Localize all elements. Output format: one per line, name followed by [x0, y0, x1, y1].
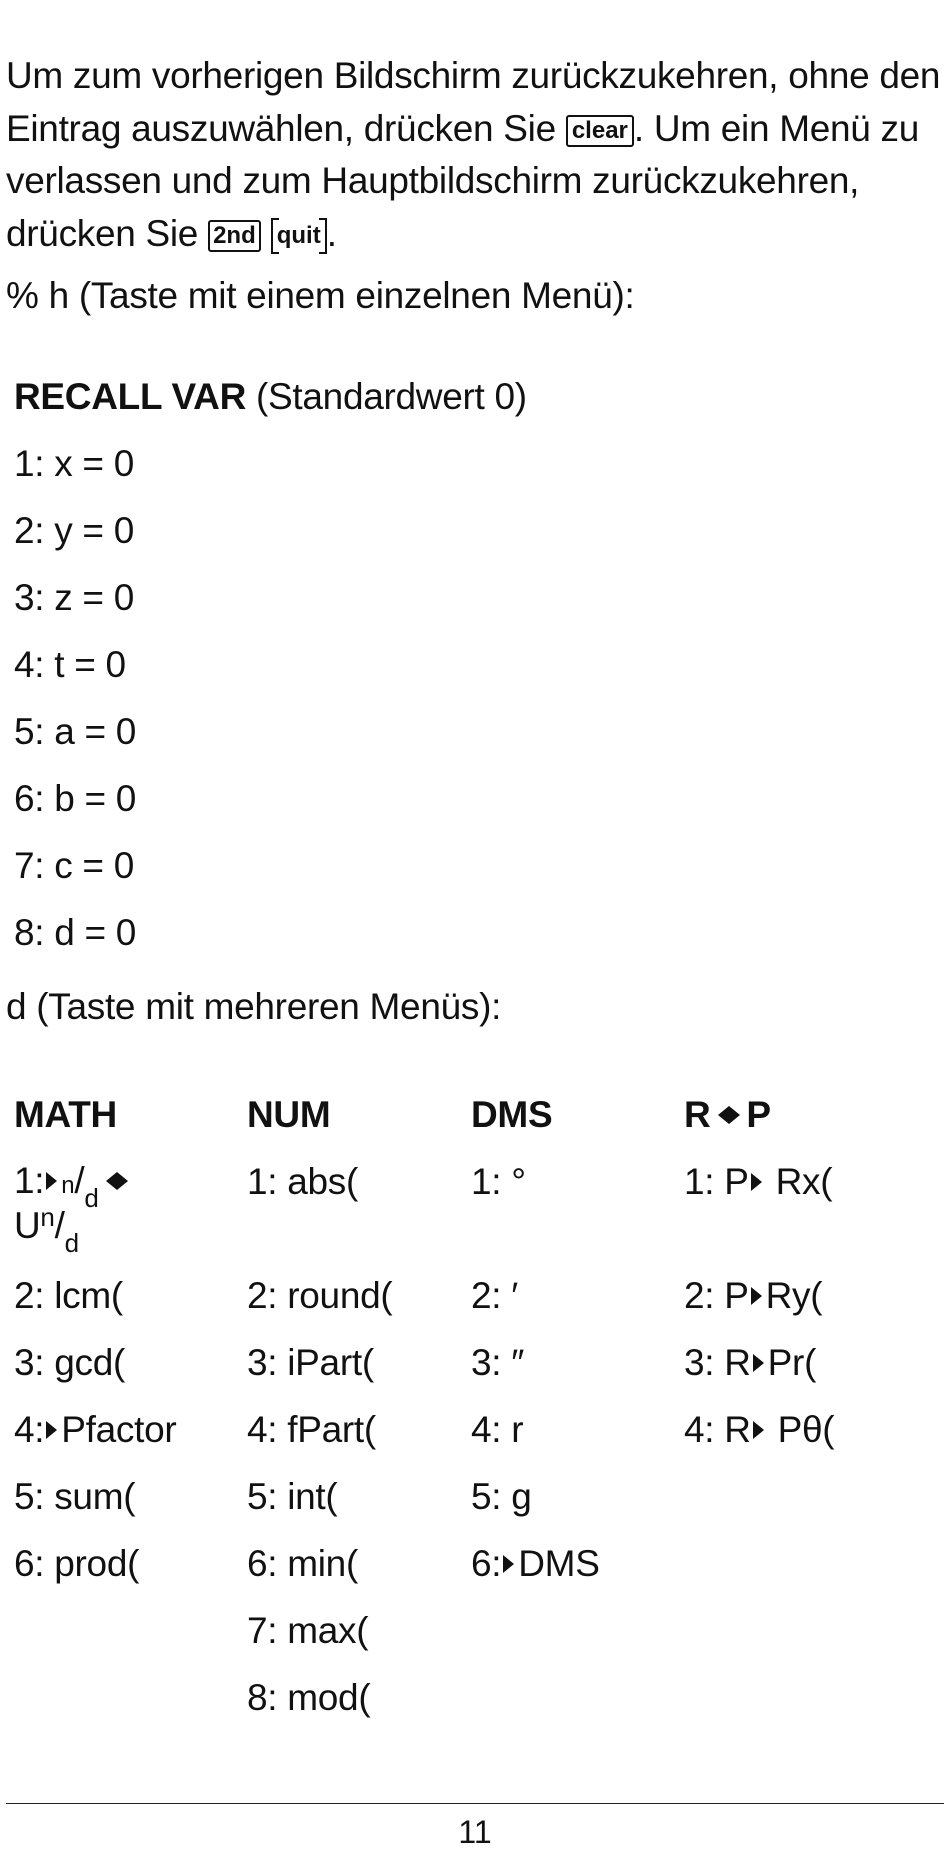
intro-text-2: . Um ein Menü zu verlassen und zum Hauptbildschirm zurückzukehren, drücken Sie: [6, 107, 920, 254]
recall-var-note: (Standardwert 0): [246, 376, 527, 417]
dms-item-3: 3: ″: [471, 1342, 525, 1383]
quit-key-icon: quit: [271, 222, 327, 250]
recall-item-8: 8: d = 0: [14, 912, 137, 953]
math-item-4: 4: Pfactor: [14, 1409, 177, 1450]
num-item-7: 7: max(: [247, 1610, 369, 1651]
math-item-5: 5: sum(: [14, 1476, 136, 1517]
rp-title-p: P: [746, 1094, 771, 1135]
math-item-1: 1: $n/_d$ $U^n/_d$: [14, 1161, 134, 1249]
left-right-arrow-icon: [716, 1094, 740, 1136]
rp-title-r: R: [684, 1094, 711, 1135]
num-item-1: 1: abs(: [247, 1161, 359, 1202]
multi-menu-caption: d (Taste mit mehreren Menüs):: [6, 986, 502, 1027]
math-item-3: 3: gcd(: [14, 1342, 126, 1383]
recall-item-7: 7: c = 0: [14, 845, 134, 886]
recall-item-3: 3: z = 0: [14, 577, 134, 618]
clear-key-icon: clear: [566, 115, 634, 147]
recall-item-4: 4: t = 0: [14, 644, 126, 685]
dms-item-6: 6: DMS: [471, 1543, 600, 1584]
recall-var-title: RECALL VAR: [14, 376, 247, 417]
recall-var-heading: [14, 375, 527, 419]
intro-text-1: Um zum vorherigen Bildschirm zurückzukehren, ohne den Eintrag auszuwählen, drücken Sie: [6, 55, 941, 149]
second-key-icon: 2nd: [208, 220, 261, 252]
dms-item-1: 1: °: [471, 1161, 526, 1202]
num-item-4: 4: fPart(: [247, 1409, 376, 1450]
rp-item-2: 2: P Ry(: [684, 1275, 823, 1316]
right-triangle-icon: [753, 1421, 764, 1439]
right-triangle-icon: [751, 1287, 762, 1305]
math-item-6: 6: prod(: [14, 1543, 140, 1584]
dms-item-4: 4: r: [471, 1409, 524, 1450]
left-right-arrow-icon: [104, 1161, 128, 1201]
intro-paragraph: [6, 50, 941, 260]
num-item-2: 2: round(: [247, 1275, 393, 1316]
rp-item-1: 1: P Rx(: [684, 1161, 833, 1202]
dms-item-2: 2: ′: [471, 1275, 518, 1316]
recall-item-6: 6: b = 0: [14, 778, 137, 819]
footer-divider: [6, 1803, 944, 1804]
recall-item-2: 2: y = 0: [14, 510, 134, 551]
right-triangle-icon: [46, 1172, 57, 1190]
dms-item-5: 5: g: [471, 1476, 532, 1517]
right-triangle-icon: [753, 1354, 764, 1372]
intro-text-3: .: [326, 212, 337, 254]
math-menu-title: MATH: [14, 1094, 117, 1135]
num-item-6: 6: min(: [247, 1543, 358, 1584]
recall-item-1: 1: x = 0: [14, 443, 134, 484]
num-menu-title: NUM: [247, 1094, 331, 1135]
math-item-2: 2: lcm(: [14, 1275, 123, 1316]
dms-menu-title: DMS: [471, 1094, 553, 1135]
num-item-3: 3: iPart(: [247, 1342, 374, 1383]
right-triangle-icon: [503, 1555, 514, 1573]
num-item-5: 5: int(: [247, 1476, 338, 1517]
rp-item-3: 3: R Pr(: [684, 1342, 817, 1383]
page-number: 11: [458, 1814, 492, 1850]
single-menu-caption: % h (Taste mit einem einzelnen Menü):: [6, 275, 635, 316]
right-triangle-icon: [751, 1173, 762, 1191]
right-triangle-icon: [46, 1421, 57, 1439]
rp-item-4: 4: R Pθ(: [684, 1409, 835, 1450]
rp-menu-title: [684, 1094, 771, 1136]
recall-item-5: 5: a = 0: [14, 711, 137, 752]
num-item-8: 8: mod(: [247, 1677, 371, 1718]
